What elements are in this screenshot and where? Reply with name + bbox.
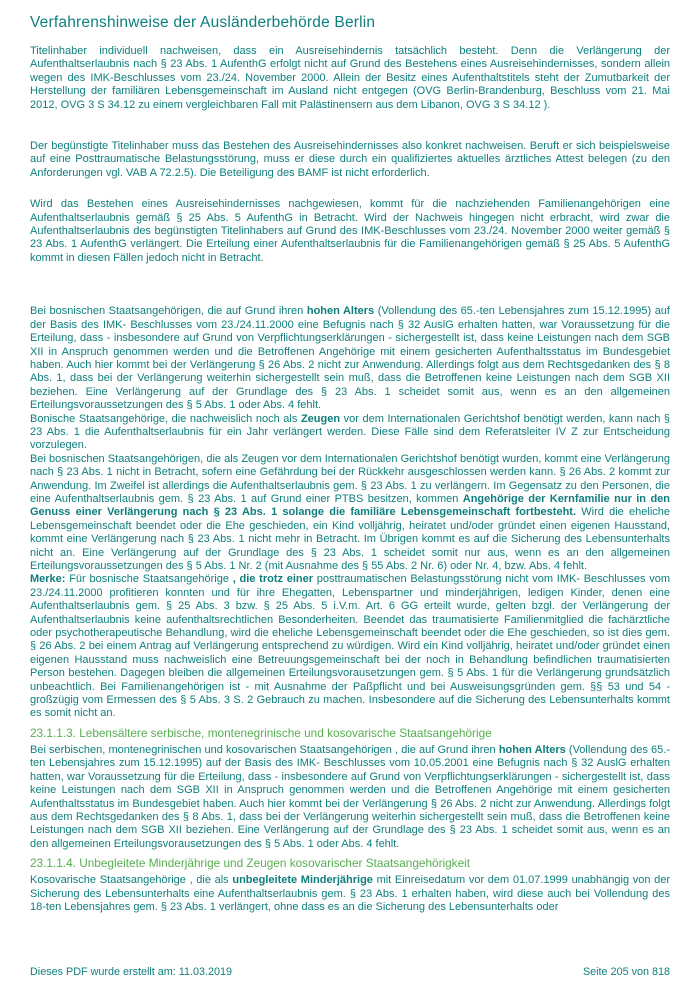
document-body (30, 45, 670, 914)
text-run: Bei serbischen, montenegrinischen und kosovarischen Staatsangehörigen , die auf Grund ihren (30, 743, 499, 756)
text-run: Wird das Bestehen eines Ausreisehindernisses nachgewiesen, kommt für die nachziehenden Familienangehörigen eine Aufenthaltserlaubnis gemäß § 25 Abs. 5 AufenthG in Betracht. Wird der Nachweis hingegen nicht erbracht, wird zwar die Aufenthaltserlaubnis des begünstigten Titelinhabers auf Grund des IMK-Beschlusses vom 23./24. November 2000 weiter gemäß § 23 Abs. 1 AufenthG verlängert. Die Erteilung einer Aufenthaltserlaubnis für die Familienangehörigen gemäß § 25 Abs. 5 AufenthG kommt in diesen Fällen jedoch nicht in Betracht. (30, 198, 670, 264)
paragraph (30, 453, 670, 574)
section-heading: 23.1.1.4. Unbegleitete Minderjährige und Zeugen kosovarischer Staatsangehörigkeit (30, 856, 471, 871)
text-run: (Vollendung des 65.-ten Lebensjahres zum 15.12.1995) auf der Basis des IMK- Beschlusses vom 10.05.2001 eine Befugnis nach § 32 AuslG erhalten hatten, war Voraussetzung für die Erteilung, dass - insbesondere auf Grund von Verpflichtungserklärungen - sichergestellt ist, dass keine Leistungen nach dem SGB XII in Anspruch genommen werden und die Betroffenen Angehörige mit einem gesicherten Aufenthaltsstatus im Bundesgebiet haben. Auch hier kommt bei der Verlängerung § 26 Abs. 2 nicht zur Anwendung. Allerdings folgt aus dem Rechtsgedanken des § 8 Abs. 1, dass bei der Verlängerung weiterhin sichergestellt sein muß, dass die Betroffenen keine Leistungen nach dem SGB XII beziehen. Eine Verlängerung auf der Grundlage des § 23 Abs. 1 scheidet somit aus, wenn es an den allgemeinen Erteilungsvorausetzungen des § 5 Abs. 1 oder Abs. 4 fehlt. (30, 743, 670, 850)
text-run: Der begünstigte Titelinhaber muss das Bestehen des Ausreisehindernisses also konkret nachweisen. Beruft er sich beispielsweise auf eine Posttraumatische Belastungsstörung, muss er diese durch ein qualifiziertes aktuelles ärztliches Attest belegen (zu den Anforderungen vgl. VAB A 72.2.5). Die Beteiligung des BAMF ist nicht erforderlich. (30, 140, 670, 179)
footer-page-number: Seite 205 von 818 (582, 966, 670, 978)
text-run-bold: Merke: (30, 573, 66, 586)
text-run: posttraumatischen Belastungsstörung nicht vom IMK- Beschlusses vom 23./24.11.2000 profitieren konnten und für ihre Ehegatten, Lebenspartner und minderjährigen, ledigen Kinder, denen eine Aufenthaltserlaubnis gem. § 25 Abs. 3 bzw. § 25 Abs. 5 i.V.m. Art. 6 GG erteilt wurde, gelten bzgl. der Verlängerung der Aufenthaltserlaubnis keine aufenthaltsrechtlichen Besonderheiten. Beendet das traumatisierte Familienmitglied die fachärztliche oder psychotherapeutische Behandlung, wird die eheliche Lebensgemeinschaft beendet oder die Ehe geschieden, so ist dies gem. § 26 Abs. 2 bei einem Antrag auf Verlängerung entsprechend zu würdigen. Wird ein Kind volljährig, heiratet und/oder gründet einen eigenen Hausstand muss nachweislich eine Betreuungsgemeinschaft bei der noch in Behandlung befindlichen traumatisierten Person bestehen. Dagegen bleiben die allgemeinen Erteilungsvorausetzungen gem. § 5 Abs. 1 für die Verlängerung grundsätzlich unbeachtlich. Bei Familienangehörigen ist - mit Ausnahme der Paßpflicht und bei Ausweisungsgründen gem. §§ 53 und 54 - großzügig vom Ermessen des § 5 Abs. 3 S. 2 Gebrauch zu machen. Insbesondere auf die Sicherung des Lebensunterhalts kommt es somit nicht an. (30, 573, 670, 720)
text-run-bold: hohen Alters (498, 743, 566, 756)
paragraph (30, 45, 670, 112)
text-run: vor dem Internationalen Gerichtshof benötigt werden, kann nach § 23 Abs. 1 die Aufenthaltserlaubnis für ein Jahr verlängert werden. Diese Fälle sind dem Referatsleiter IV Z zur Entscheidung vorzulegen. (30, 412, 671, 452)
text-run-bold: unbegleitete Minderjährige (232, 874, 373, 887)
text-run: Titelinhaber individuell nachweisen, dass ein Ausreisehindernis tatsächlich besteht. Denn die Verlängerung der Aufenthaltserlaubnis nach § 23 Abs. 1 AufenthG erfolgt nicht auf Grund des Bestehens eines Ausreisehindernisses, sondern allein wegen des IMK-Beschlusses vom 23./24. November 2000. Allein der Besitz eines Aufenthaltstitels steht der Zumutbarkeit der Herstellung der familiären Lebensgemeinschaft im Ausland nicht entgegen (OVG Berlin-Brandenburg, Beschluss vom 21. Mai 2012, OVG 3 S 34.12 zu einem vergleichbaren Fall mit Palästinensern aus dem Libanon, OVG 3 S 34.12 ). (30, 45, 670, 111)
paragraph (30, 140, 670, 180)
page-footer (30, 966, 670, 978)
paragraph (30, 198, 670, 265)
text-run: Bei bosnischen Staatsangehörigen, die als Zeugen vor dem Internationalen Gerichtshof benötigt wurden, kommt eine Verlängerung nach § 23 Abs. 1 nicht in Betracht, sofern eine Gefährdung bei der Rückkehr ausgeschlossen werden kann. § 26 Abs. 2 kommt zur Anwendung. Im Zweifel ist allerdings die Aufenthaltserlaubnis gem. § 23 Abs. 1 zu verlängern. Im Gegensatz zu den Personen, die eine Aufenthaltserlaubnis gem. § 23 Abs. 1 auf Grund einer PTBS besitzen, kommen (30, 452, 670, 505)
text-run: Wird die eheliche Lebensgemeinschaft beendet oder die Ehe geschieden, ein Kind volljährig, heiratet und/oder gründet einen eigenen Hausstand, kommt eine Verlängerung nach § 23 Abs. 1 nicht mehr in Betracht. Im Übrigen kommt es auf die Sicherung des Lebensunterhalts nicht an. Eine Verlängerung auf der Grundlage des § 23 Abs. 1 scheidet somit nur aus, wenn es an den allgemeinen Erteilungsvoraussetzungen des § 5 Abs. 1 Nr. 2 (mit Ausnahme des § 55 Abs. 2 Nr. 6) oder Nr. 4, bzw. Abs. 4 fehlt. (30, 506, 670, 572)
text-run-bold: , die trotz einer (232, 573, 314, 586)
paragraph (30, 744, 670, 851)
section-heading: 23.1.1.3. Lebensältere serbische, montenegrinische und kosovarische Staatsangehörige (30, 725, 492, 740)
paragraph (30, 413, 670, 453)
paragraph (30, 573, 670, 720)
paragraph (30, 874, 670, 914)
text-run: (Vollendung des 65.-ten Lebensjahres zum 15.12.1995) auf der Basis des IMK- Beschlusses vom 23./24.11.2000 eine Befugnis nach § 32 AuslG erhalten hatten, war Voraussetzung für die Erteilung, dass - insbesondere auf Grund von Verpflichtungserklärungen - sichergestellt ist, dass keine Leistungen nach dem SGB XII in Anspruch genommen werden und die Betroffenen Angehörige mit einem gesicherten Aufenthaltsstatus im Bundesgebiet haben. Auch hier kommt bei der Verlängerung § 26 Abs. 2 nicht zur Anwendung. Allerdings folgt aus dem Rechtsgedanken des § 8 Abs. 1, dass bei der Verlängerung weiterhin sichergestellt sein muß, dass die Betroffenen keine Leistungen nach dem SGB XII beziehen. Eine Verlängerung auf der Grundlage des § 23 Abs. 1 scheidet somit aus, wenn es an den allgemeinen Erteilungsvoraussetzungen des § 5 Abs. 1 oder Abs. 4 fehlt. (30, 305, 670, 412)
text-run-bold: Zeugen (300, 412, 341, 425)
text-run-bold: Angehörige der Kernfamilie nur in den Genuss einer Verlängerung nach § 23 Abs. 1 solange die familiäre Lebensgemeinschaft fortbesteht. (30, 492, 670, 519)
document-title: Verfahrenshinweise der Ausländerbehörde Berlin (30, 14, 376, 31)
text-run: Für bosnische Staatsangehörige (65, 573, 233, 586)
text-run: mit Einreisedatum vor dem 01.07.1999 unabhängig von der Sicherung des Lebensunterhalts eine Aufenthaltserlaubnis gem. § 23 Abs. 1 erhalten haben, wird diese auch bei Vollendung des 18-ten Lebensjahres gem. § 23 Abs. 1 verlängert, ohne dass es an die Sicherung des Lebensunterhalts oder (30, 874, 671, 913)
text-run-bold: hohen Alters (306, 305, 375, 318)
footer-created-date: Dieses PDF wurde erstellt am: 11.03.2019 (30, 966, 233, 978)
text-run: Bei bosnischen Staatsangehörigen, die auf Grund ihren (30, 305, 307, 318)
paragraph (30, 305, 670, 412)
text-run: Kosovarische Staatsangehörige , die als (30, 874, 233, 887)
text-run: Bonische Staatsangehörige, die nachweislich noch als (30, 412, 301, 425)
